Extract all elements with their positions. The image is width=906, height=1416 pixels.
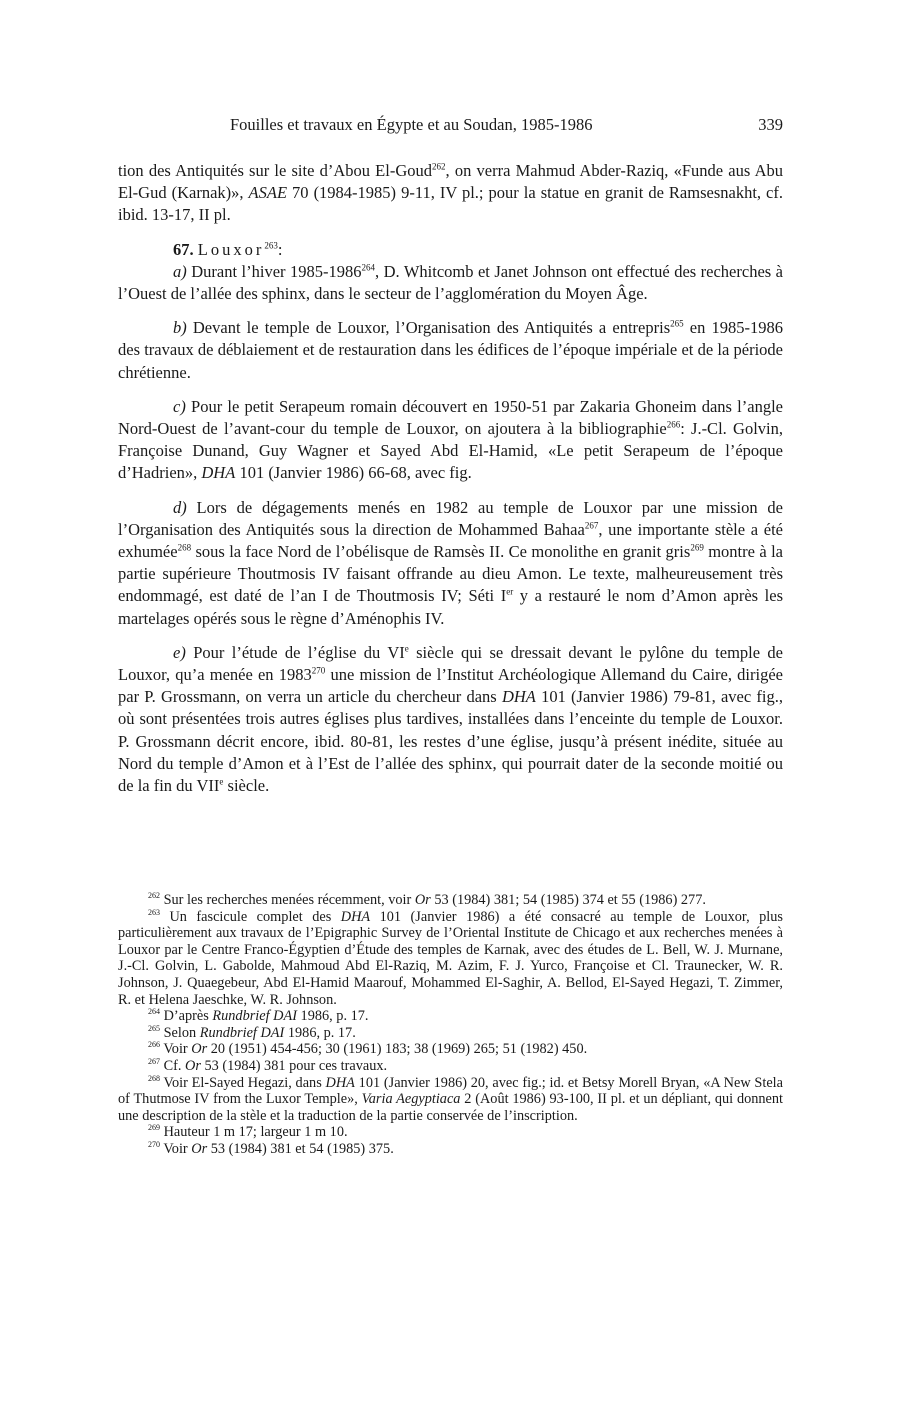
running-title: Fouilles et travaux en Égypte et au Soudan, 1985-1986 [230, 115, 593, 134]
section-name: Louxor [197, 239, 265, 259]
footnote-number: 270 [148, 1140, 160, 1150]
footnote-number: 266 [148, 1040, 160, 1050]
footnote-263: $^{263}$ Un fascicule complet des DHA 101 (Janvier 1986) a été consacré au temple de Louxor, plus particulièrement aux travaux de l’Epigraphic Survey de l’Oriental Institute de Chicago et aux recherches menées à Louxor par le Centre Franco-Égyptien d’Étude des temples de Karnak, avec des études de L. Bell, W. J. Murnane, J.-Cl. Golvin, L. Gabolde, Mahmoud Abd El-Raziq, M. Azim, F. J. Yurco, Françoise et Cl. Traunecker, W. R. Johnson, J. Quaegebeur, Abd El-Hamid Maarouf, Mohammed El-Saghir, A. Bellod, El-Sayed Hegazi, T. Zimmer, R. et Helena Jaeschke, W. R. Johnson. [118, 907, 783, 1008]
footnote-270: $^{270}$ Voir Or 53 (1984) 381 et 54 (1985) 375. [148, 1140, 394, 1157]
footnote-ref[interactable]: 265 [670, 318, 684, 329]
footnotes [118, 892, 783, 1158]
footnote-ref[interactable]: 262 [432, 161, 446, 172]
footnote-number: 269 [148, 1123, 160, 1133]
item-label: b) [173, 318, 187, 338]
paragraph-d: d) Lors de dégagements menés en 1982 au temple de Louxor par une mission de l’Organisation des Antiquités sous la direction de Mohammed Bahaa$^{267}$, une importante stèle a été exhumée$^{268}$ sous la face Nord de l’obélisque de Ramsès II. Ce monolithe en granit gris$^{269}$ montre à la partie supérieure Thoutmosis IV faisant offrande au dieu Amon. Le texte, malheureusement très endommagé, est daté de l’an I de Thoutmosis IV; Séti Ier y a restauré le nom d’Amon après les martelages opérés sous le règne d’Aménophis IV. [118, 497, 783, 628]
section-number: 67. [173, 239, 194, 259]
footnote-ref[interactable]: 266 [666, 419, 681, 430]
journal-title: ASAE [248, 183, 288, 203]
item-label: a) [173, 261, 187, 281]
page-number: 339 [758, 115, 783, 134]
ordinal-superscript: er [506, 586, 514, 597]
journal-title: DHA [201, 463, 236, 483]
footnote-265: $^{265}$ Selon Rundbrief DAI 1986, p. 17. [148, 1023, 356, 1041]
footnote-264: $^{264}$ D’après Rundbrief DAI 1986, p. 17. [148, 1007, 369, 1025]
item-label: c) [173, 396, 186, 416]
footnote-269: $^{269}$ Hauteur 1 m 17; largeur 1 m 10. [148, 1123, 348, 1141]
section-heading: 67. Louxor$^{263}$: [173, 239, 283, 259]
footnote-number: 267 [148, 1057, 160, 1067]
footnote-ref[interactable]: 267 [584, 520, 599, 531]
footnote-267: $^{267}$ Cf. Or 53 (1984) 381 pour ces travaux. [148, 1057, 388, 1074]
footnote-number: 262 [148, 891, 160, 901]
footnote-ref[interactable]: 268 [177, 542, 192, 553]
item-label: e) [173, 642, 186, 662]
footnote-ref[interactable]: 270 [311, 665, 326, 676]
running-header [118, 115, 783, 139]
footnote-ref[interactable]: 264 [361, 262, 375, 273]
paragraph-b: b) Devant le temple de Louxor, l’Organisation des Antiquités a entrepris$^{265}$ en 1985-1986 des travaux de déblaiement et de restauration dans les édifices de l’époque impériale et de la période chrétienne. [118, 318, 783, 382]
footnote-number: 264 [148, 1007, 160, 1017]
footnote-number: 263 [148, 907, 160, 917]
journal-title: DHA [501, 687, 536, 707]
footnote-266: $^{266}$ Voir Or 20 (1951) 454-456; 30 (1961) 183; 38 (1969) 265; 51 (1982) 450. [148, 1040, 588, 1058]
paragraph-e: e) Pour l’étude de l’église du VIe siècle qui se dressait devant le pylône du temple de Louxor, qu’a menée en 1983$^{270}$ une mission de l’Institut Archéologique Allemand du Caire, dirigée par P. Grossmann, on verra un article du chercheur dans DHA 101 (Janvier 1986) 79-81, avec fig., où sont présentées trois autres églises plus tardives, installées dans l’enceinte du temple de Louxor. P. Grossmann décrit encore, ibid. 80-81, les restes d’une église, jusqu’à présent inédite, située au Nord du temple d’Amon et à l’Est de l’allée des sphinx, qui pourrait dater de la seconde moitié ou de la fin du VIIe siècle. [118, 642, 783, 796]
main-text [118, 160, 783, 797]
ordinal-superscript: e [404, 643, 409, 654]
paragraph-c: c) Pour le petit Serapeum romain découvert en 1950-51 par Zakaria Ghoneim dans l’angle Nord-Ouest de l’avant-cour du temple de Louxor, on ajoutera à la bibliographie$^{266}$: J.-Cl. Golvin, Françoise Dunand, Guy Wagner et Sayed Abd El-Hamid, «Le petit Serapeum de l’époque d’Hadrien», DHA 101 (Janvier 1986) 66-68, avec fig. [118, 396, 783, 483]
footnote-number: 265 [148, 1023, 160, 1033]
ordinal-superscript: e [219, 776, 224, 787]
item-label: d) [173, 497, 187, 517]
footnote-ref[interactable]: 263 [264, 240, 278, 251]
paragraph-a: a) Durant l’hiver 1985-1986$^{264}$, D. Whitcomb et Janet Johnson ont effectué des recherches à l’Ouest de l’allée des sphinx, dans le secteur de l’agglomération du Moyen Âge. [118, 261, 784, 304]
footnote-number: 268 [148, 1073, 160, 1083]
footnote-268: $^{268}$ Voir El-Sayed Hegazi, dans DHA 101 (Janvier 1986) 20, avec fig.; id. et Betsy Morell Bryan, «A New Stela of Thutmose IV from the Luxor Temple», Varia Aegyptiaca 2 (Août 1986) 93-100, II pl. et un dépliant, qui donnent une description de la stèle et la traduction de la partie conservée de l’inscription. [118, 1073, 784, 1124]
paragraph-continuation: tion des Antiquités sur le site d’Abou El-Goud$^{262}$, on verra Mahmud Abder-Raziq, «Funde aus Abu El-Gud (Karnak)», ASAE 70 (1984-1985) 9-11, IV pl.; pour la statue en granit de Ramsesnakht, cf. ibid. 13-17, II pl. [118, 161, 783, 225]
footnote-262: $^{262}$ Sur les recherches menées récemment, voir Or 53 (1984) 381; 54 (1985) 374 et 55 (1986) 277. [148, 891, 706, 908]
footnote-ref[interactable]: 269 [690, 542, 704, 553]
